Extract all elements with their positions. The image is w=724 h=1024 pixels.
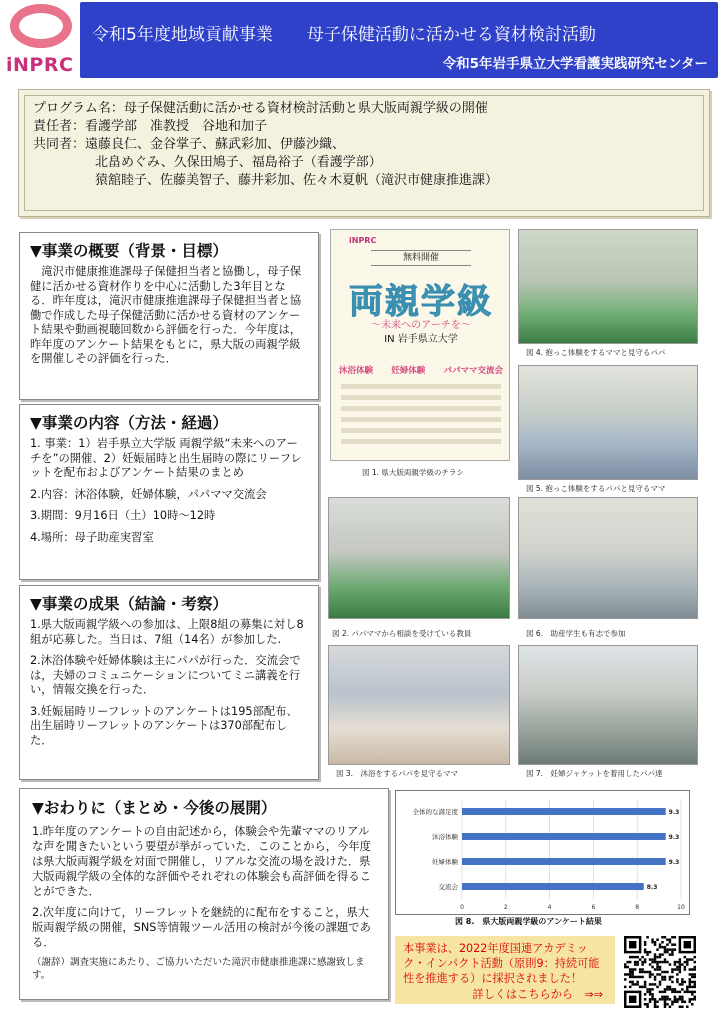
- content-item: 1. 事業：1）岩手県立大学版 両親学級“未来へのアーチを”の開催、2）妊娠届時と出生届時の際にリーフレットを配布およびアンケート結果のまとめ: [30, 437, 302, 479]
- program-collaborators-3: 猿舘睦子、佐藤美智子、藤井彩加、佐々木夏帆（滝沢市健康推進課）: [95, 173, 499, 188]
- overview-title: ▼事業の概要（背景・目標）: [30, 242, 228, 260]
- survey-chart: [395, 790, 690, 915]
- logo-ring-icon: [10, 4, 72, 48]
- flyer-heading: 両親学級: [349, 282, 493, 322]
- chart-x-tick-label: 0: [460, 904, 464, 911]
- chart-x-tick-label: 2: [503, 904, 508, 911]
- flyer-subheading: ～未来へのアーチを～: [371, 320, 471, 331]
- overview-section: [19, 232, 319, 400]
- program-collaborators-2: 北畠めぐみ、久保田鳩子、福島裕子（看護学部）: [95, 155, 382, 170]
- program-collaborators-1: 共同者：遠藤良仁、金谷掌子、蘇武彩加、伊藤沙織、: [33, 137, 346, 152]
- photo-fig5: [518, 365, 698, 480]
- chart-data-label: 9.3: [668, 834, 680, 841]
- chart-bar: [462, 808, 666, 815]
- caption-fig2: 図 2. パパママから相談を受けている教員: [332, 629, 472, 638]
- chart-x-tick-label: 10: [677, 904, 685, 911]
- flyer-banner: 無料開催: [371, 250, 471, 266]
- photo-fig2: [328, 497, 510, 619]
- content-item: 3.期間：9月16日（土）10時～12時: [30, 509, 216, 522]
- caption-fig4: 図 4. 抱っこ体験をするママと見守るパパ: [526, 348, 666, 357]
- results-section: [19, 585, 319, 780]
- results-title: ▼事業の成果（結論・考察）: [30, 595, 228, 613]
- flyer-event: パパママ交流会: [443, 366, 503, 376]
- flyer-place: IN 岩手県立大学: [384, 334, 458, 345]
- chart-x-tick-label: 4: [547, 904, 552, 911]
- caption-fig5: 図 5. 抱っこ体験をするパパと見守るママ: [526, 484, 666, 493]
- page-title: 令和5年度地域貢献事業 母子保健活動に活かせる資材検討活動: [92, 25, 596, 45]
- chart-bar: [462, 883, 644, 890]
- caption-fig6: 図 6. 助産学生も有志で参加: [526, 629, 626, 638]
- overview-text: 滝沢市健康推進課母子保健担当者と協働し，母子保健に活かせる資材作りを中心に活動した3年目となる．昨年度は，滝沢市健康推進課母子保健担当者と協働で作成した母子保健活動に活かせる資材のアンケート結果や動画視聴回数から評価を行った．今年度は，昨年度のアンケート結果をもとに，県大版の両親学級を開催しその評価を行った．: [30, 265, 302, 365]
- results-item: 2.沐浴体験や妊婦体験は主にパパが行った．交流会では，夫婦のコミュニケーションについてミニ講義を行い，情報交換を行った．: [30, 654, 301, 696]
- notice-text: 本事業は、2022年度国連アカデミック・インパクト活動（原則9：持続可能性を推進する）に採択されました！: [403, 942, 600, 986]
- chart-bar: [462, 833, 666, 840]
- logo: [0, 0, 80, 80]
- flyer-events: [339, 364, 503, 376]
- photo-fig6: [518, 497, 698, 619]
- chart-data-label: 9.3: [668, 859, 680, 866]
- conclusion-item: 2.次年度に向けて，リーフレットを継続的に配布をすること，県大版両親学級の開催，SNS等情報ツール活用の検討が今後の課題である．: [32, 906, 371, 949]
- chart-category-label: 妊婦体験: [432, 858, 458, 866]
- notice-link[interactable]: 詳しくはこちらから ⇒⇒: [472, 987, 603, 1001]
- content-item: 4.場所：母子助産実習室: [30, 530, 154, 544]
- flyer-event: 妊婦体験: [391, 366, 426, 376]
- survey-chart-svg: [396, 791, 691, 916]
- header-bar: [80, 2, 718, 78]
- content-title: ▼事業の内容（方法・経過）: [30, 414, 228, 432]
- notice-box: [395, 936, 615, 1004]
- caption-fig7: 図 7. 妊婦ジャケットを着用したパパ達: [526, 769, 663, 778]
- chart-x-tick-label: 8: [635, 904, 640, 911]
- flyer-event: 沐浴体験: [339, 366, 374, 376]
- flyer-image: [330, 229, 510, 461]
- caption-fig3: 図 3. 沐浴をするパパを見守るママ: [336, 769, 459, 778]
- conclusion-title: ▼おわりに（まとめ・今後の展開）: [32, 799, 277, 817]
- photo-fig7: [518, 645, 698, 765]
- program-name: プログラム名：母子保健活動に活かせる資材検討活動と県大版両親学級の開催: [33, 101, 488, 116]
- photo-fig4: [518, 229, 698, 344]
- flyer-logo: iNPRC: [349, 236, 377, 245]
- qr-code-icon[interactable]: [624, 936, 696, 1008]
- logo-text: iNPRC: [6, 54, 74, 76]
- chart-category-label: 沐浴体験: [432, 833, 458, 841]
- chart-bar: [462, 858, 666, 865]
- flyer-details: [341, 384, 501, 450]
- conclusion-section: [19, 788, 389, 1000]
- conclusion-item: 1.昨年度のアンケートの自由記述から，体験会や先輩ママのリアルな声を聞きたいという要望が挙がっていた．このことから，今年度は県大版両親学級を対面で開催し，リアルな交流の場を設けた．県大版両親学級の全体的な評価やそれぞれの体験会も高評価を得ることができた．: [32, 825, 371, 898]
- photo-fig3: [328, 645, 510, 765]
- chart-data-label: 8.3: [646, 884, 658, 891]
- results-item: 3.妊娠届時リーフレットのアンケートは195部配布、出生届時リーフレットのアンケートは370部配布した．: [30, 704, 298, 747]
- caption-fig8: 図 8. 県大版両親学級のアンケート結果: [455, 917, 602, 926]
- content-item: 2.内容：沐浴体験，妊婦体験，パパママ交流会: [30, 487, 267, 501]
- program-box: [18, 89, 710, 217]
- results-item: 1.県大版両親学級への参加は、上限8組の募集に対し8組が応募した。当日は、7組（14名）が参加した.: [30, 618, 304, 646]
- content-section: [19, 404, 319, 580]
- acknowledgement: （謝辞）調査実施にあたり、ご協力いただいた滝沢市健康推進課に感謝致します。: [32, 957, 365, 981]
- chart-data-label: 9.3: [668, 809, 680, 816]
- chart-category-label: 全体的な満足度: [412, 808, 458, 816]
- caption-fig1: 図 1. 県大版両親学級のチラシ: [362, 468, 464, 477]
- page-subtitle: 令和5年岩手県立大学看護実践研究センター: [442, 56, 708, 72]
- program-leader: 責任者：看護学部 准教授 谷地和加子: [33, 119, 268, 134]
- chart-x-tick-label: 6: [591, 904, 596, 911]
- chart-category-label: 交流会: [438, 883, 458, 891]
